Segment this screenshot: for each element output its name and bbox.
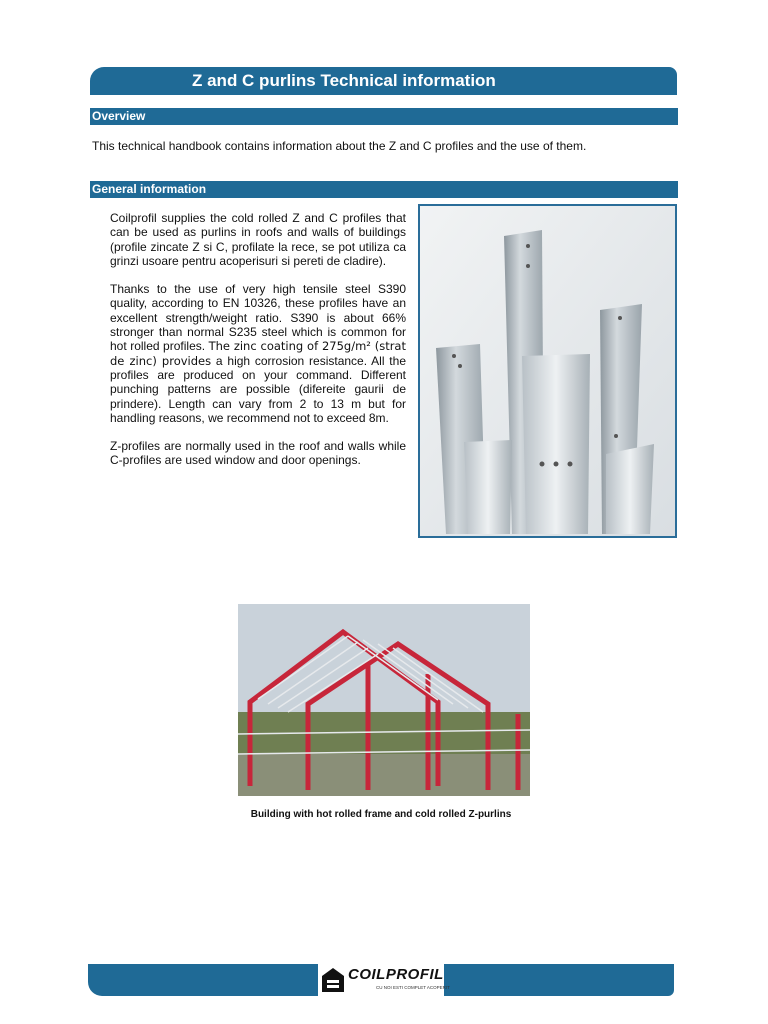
general-information-heading: General information (90, 181, 678, 198)
logo-wordmark: COILPROFIL (348, 966, 444, 983)
steel-text: Thanks to the use of very high tensile steel S390 quality, according to EN 10326, these profiles have an excellent strength/weight ratio. S390 is about 66% stronger than normal S235 steel which is common for hot rolled profiles. (110, 282, 406, 354)
coilprofil-logo (318, 964, 450, 996)
page-title: Z and C purlins Technical information (192, 71, 496, 90)
corrosion-text: a high corrosion resistance. All the profiles are produced on your command. Different punching patterns are possible (difereite gaurii de prindere). Length can vary from 2 to 13 m but for handling reasons, we recommend not to exceed 8m. (110, 353, 406, 425)
logo-tagline: CU NOI ESTI COMPLET ACOPERIT (376, 985, 450, 990)
paragraph-steel (110, 282, 406, 425)
general-information-text (110, 211, 406, 482)
overview-text: This technical handbook contains information about the Z and C profiles and the use of them. (92, 139, 587, 153)
title-bar (90, 67, 677, 95)
paragraph-usage: Z-profiles are normally used in the roof and walls while C-profiles are used window and door openings. (110, 439, 406, 468)
paragraph-supply: Coilprofil supplies the cold rolled Z and C profiles that can be used as purlins in roofs and walls of buildings (profile zincate Z si C, profilate la rece, se pot utiliza ca grinzi usoare pentru acoperisuri si pereti de cladire). (110, 211, 406, 268)
figure-caption: Building with hot rolled frame and cold rolled Z-purlins (250, 809, 512, 820)
logo-mark-icon (322, 968, 344, 992)
overview-heading: Overview (90, 108, 678, 125)
zinc-coating-text: The zinc coating of 275g/m² (strat de zinc) provides (110, 339, 406, 368)
building-photo (238, 604, 530, 796)
profiles-photo (418, 204, 677, 538)
